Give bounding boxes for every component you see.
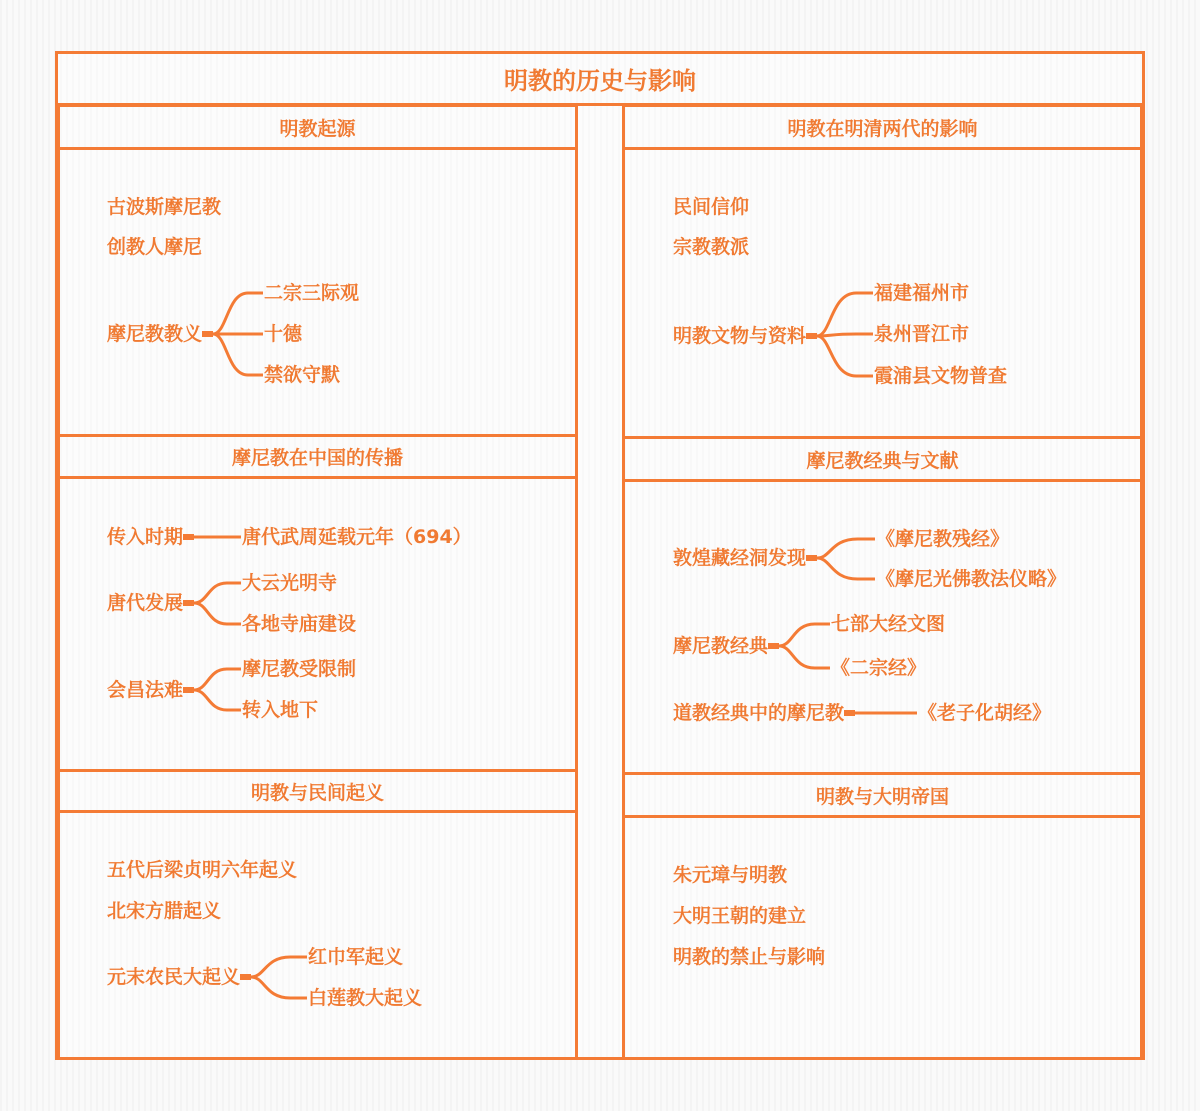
subtopic-node[interactable]: 白莲教大起义 [308,987,423,1009]
topic-node[interactable]: 唐代发展 [107,592,184,614]
topic-node[interactable]: 摩尼教经典 [673,635,769,657]
subtopic-node[interactable]: 大云光明寺 [242,572,338,594]
topic-node[interactable]: 明教的禁止与影响 [673,946,826,968]
subtopic-node[interactable]: 十德 [264,323,303,345]
topic-node[interactable]: 宗教教派 [673,236,750,258]
topic-node[interactable]: 民间信仰 [673,196,750,218]
topic-node[interactable]: 元末农民大起义 [107,966,241,988]
section-header-origin: 明教起源 [57,104,578,150]
topic-node[interactable]: 古波斯摩尼教 [107,196,222,218]
subtopic-node[interactable]: 唐代武周延载元年（694） [242,526,472,548]
topic-node[interactable]: 五代后梁贞明六年起义 [107,859,298,881]
topic-node[interactable]: 创教人摩尼 [107,236,203,258]
subtopic-node[interactable]: 禁欲守默 [264,364,341,386]
subtopic-node[interactable]: 《摩尼光佛教法仪略》 [876,568,1067,590]
subtopic-node[interactable]: 转入地下 [242,699,319,721]
topic-node[interactable]: 大明王朝的建立 [673,905,807,927]
topic-node[interactable]: 敦煌藏经洞发现 [673,547,807,569]
topic-node[interactable]: 明教文物与资料 [673,325,807,347]
subtopic-node[interactable]: 泉州晋江市 [874,323,970,345]
page-title: 明教的历史与影响 [55,51,1145,106]
subtopic-node[interactable]: 摩尼教受限制 [242,658,357,680]
section-header-ming-qing: 明教在明清两代的影响 [622,104,1143,150]
section-body-ming-empire [622,816,1143,1060]
subtopic-node[interactable]: 福建福州市 [874,282,970,304]
subtopic-node[interactable]: 红巾军起义 [308,946,404,968]
topic-node[interactable]: 道教经典中的摩尼教 [673,702,845,724]
topic-node[interactable]: 会昌法难 [107,679,184,701]
subtopic-node[interactable]: 《摩尼教残经》 [876,528,1010,550]
section-header-scriptures: 摩尼教经典与文献 [622,436,1143,482]
topic-node[interactable]: 朱元璋与明教 [673,864,788,886]
subtopic-node[interactable]: 《二宗经》 [831,657,927,679]
topic-node[interactable]: 传入时期 [107,526,184,548]
section-header-spread: 摩尼教在中国的传播 [57,434,578,479]
topic-node[interactable]: 北宋方腊起义 [107,900,222,922]
section-body-uprisings [57,811,578,1060]
section-header-ming-empire: 明教与大明帝国 [622,772,1143,818]
topic-node[interactable]: 摩尼教教义 [107,323,203,345]
subtopic-node[interactable]: 各地寺庙建设 [242,613,357,635]
subtopic-node[interactable]: 七部大经文图 [831,613,946,635]
subtopic-node[interactable]: 二宗三际观 [264,282,360,304]
subtopic-node[interactable]: 霞浦县文物普查 [874,365,1008,387]
subtopic-node[interactable]: 《老子化胡经》 [918,702,1052,724]
section-header-uprisings: 明教与民间起义 [57,769,578,813]
